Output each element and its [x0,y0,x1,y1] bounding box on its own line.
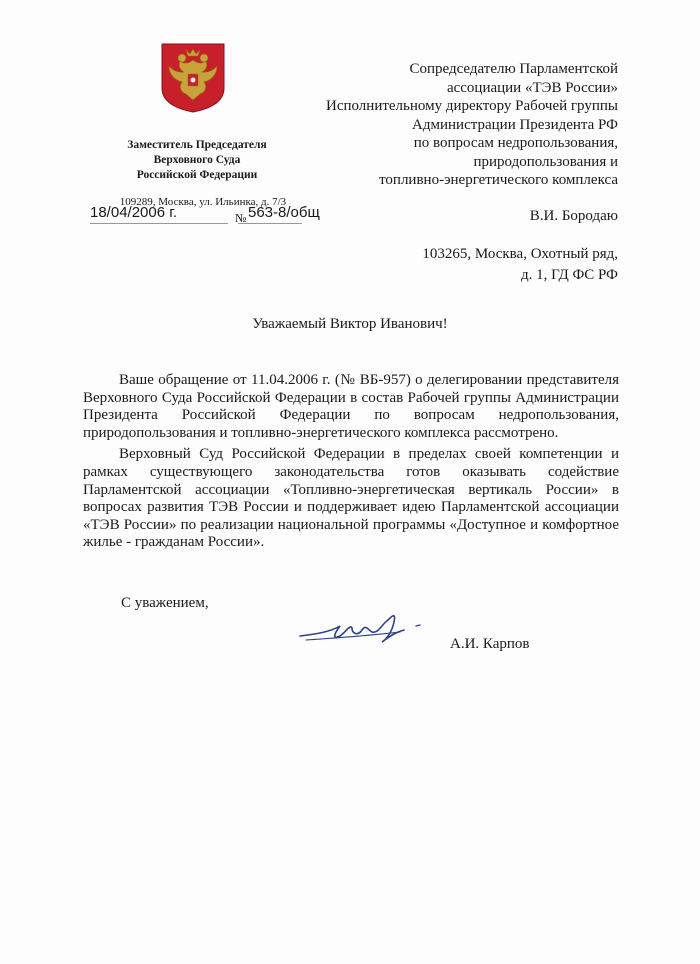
addressee-address-line1: 103265, Москва, Охотный ряд, [422,246,618,262]
addressee-line: Администрации Президента РФ [412,116,618,133]
coat-of-arms-icon [160,42,226,114]
addressee-address-line2: д. 1, ГД ФС РФ [520,267,618,283]
salutation: Уважаемый Виктор Иванович! [252,316,448,332]
addressee-line: Исполнительному директору Рабочей группы [325,98,618,114]
sender-organization [108,138,286,183]
signer-name: А.И. Карпов [450,636,530,652]
addressee-line: природопользования и [473,153,618,170]
addressee-line: ассоциации «ТЭВ России» [446,79,618,96]
signature-icon [296,606,428,652]
addressee-line: топливно-энергетического комплекса [379,172,618,188]
letter-body [83,372,619,556]
body-paragraph-2: Верховный Суд Российской Федерации в пределах своей компетенции и рамках существующего законодательства готов оказывать содействие Парламентской ассоциации «Топливно-энергетическая вертикаль России» в вопросах развития ТЭВ России и поддерживает идею Парламентской ассоциации «ТЭВ России» по реализации национальной программы «Доступное и комфортное жилье - гражданам России». [83,446,619,551]
addressee-line: по вопросам недропользования, [413,135,618,151]
sender-address: 109289, Москва, ул. Ильинка, д. 7/3 [119,196,287,208]
sender-title-line3: Российской Федерации [136,169,258,181]
addressee-address [358,244,618,286]
date-underline [90,223,228,224]
sender-title-line1: Заместитель Председателя [127,139,267,151]
closing-phrase: С уважением, [121,595,209,611]
sender-title-line2: Верховного Суда [153,154,241,166]
letter-date: 18/04/2006 г. [90,204,178,221]
registration-number: 563-8/общ [248,204,320,221]
body-paragraph-1: Ваше обращение от 11.04.2006 г. (№ ВБ-957) о делегировании представителя Верховного Суда Российской Федерации в состав Рабочей группы Администрации Президента Российской Федерации по вопросам недропользования, природопользования и топливно-энергетического комплекса рассмотрено. [83,372,619,441]
number-mark: № [235,211,247,225]
addressee-block [278,60,618,190]
number-underline [238,223,302,224]
addressee-name: В.И. Бородаю [529,208,618,224]
addressee-line: Сопредседателю Парламентской [409,61,618,77]
